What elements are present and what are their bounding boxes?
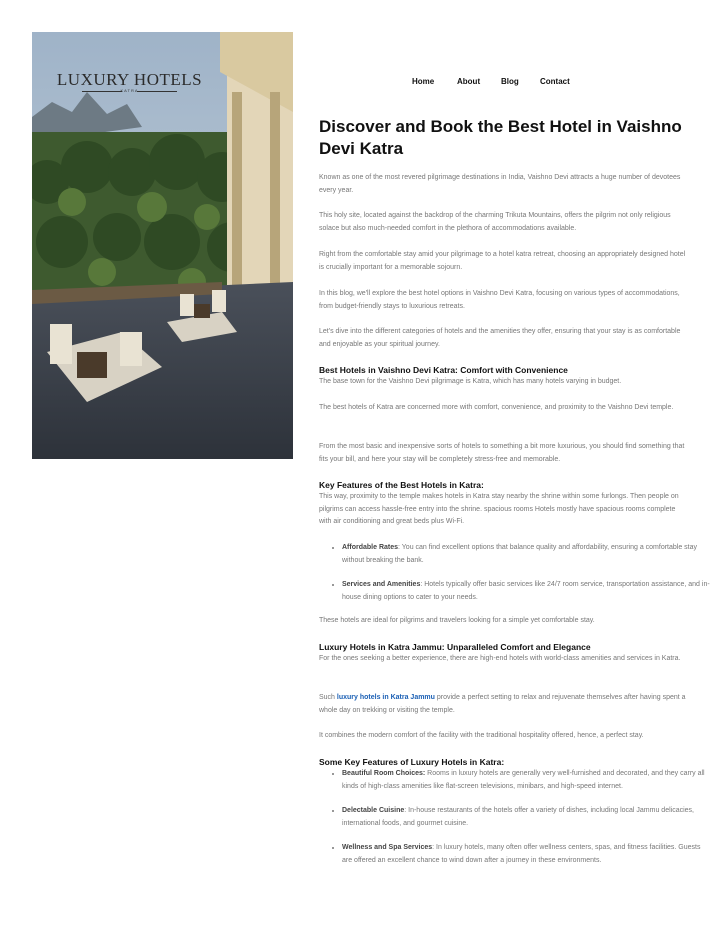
section1-heading: Best Hotels in Vaishno Devi Katra: Comfort with Convenience	[319, 365, 568, 375]
page-title: Discover and Book the Best Hotel in Vaishno Devi Katra	[319, 117, 682, 158]
section1-paragraph-2: The best hotels of Katra are concerned more with comfort, convenience, and proximity to the Vaishno Devi temple.	[319, 404, 674, 411]
list-item: • Affordable Rates: You can find excellent options that balance quality and affordability, ensuring a comfortable stay without breaking the bank.	[342, 542, 710, 567]
section2-heading: Key Features of the Best Hotels in Katra:	[319, 480, 484, 490]
nav-home[interactable]: Home	[412, 77, 435, 86]
section2-paragraph-1: This way, proximity to the temple makes hotels in Katra stay nearby the shrine within some furlongs. Then people on pilgrims can access hassle-free entry into the shrine. spacious rooms Hotels mostly have spacious rooms complete with air conditioning and great beds plus Wi-Fi.	[319, 493, 679, 525]
section4-heading: Some Key Features of Luxury Hotels in Katra:	[319, 757, 505, 767]
hero-image	[32, 32, 293, 459]
section4-feature-list	[319, 768, 710, 867]
nav-blog[interactable]: Blog	[501, 77, 519, 86]
list-item: • Beautiful Room Choices: Rooms in luxury hotels are generally very well-furnished and decorated, and they carry all kinds of high-class amenities like flat-screen televisions, minibars, and high-speed internet.	[342, 768, 710, 793]
section3-heading: Luxury Hotels in Katra Jammu: Unparalleled Comfort and Elegance	[319, 642, 591, 652]
intro-paragraph-4: In this blog, we'll explore the best hotel options in Vaishno Devi Katra, focusing on various types of accommodations, from budget-friendly stays to luxurious retreats.	[319, 290, 680, 310]
section1-paragraph-3: From the most basic and inexpensive sorts of hotels to something a bit more luxurious, you should find something that fits your bill, and here your stay will be completely stress-free and memorable.	[319, 443, 685, 463]
section3-paragraph-1: For the ones seeking a better experience, there are high-end hotels with world-class amenities and services in Katra.	[319, 655, 681, 662]
intro-paragraph-2: This holy site, located against the backdrop of the charming Trikuta Mountains, offers the pilgrim not only religious solace but also much-needed comfort in the plethora of accommodations available.	[319, 212, 671, 232]
section1-paragraph-1: The base town for the Vaishno Devi pilgrimage is Katra, which has many hotels varying in budget.	[319, 378, 622, 385]
section3-paragraph-3: It combines the modern comfort of the facility with the traditional hospitality offered, hence, a perfect stay.	[319, 732, 644, 739]
list-item: • Wellness and Spa Services: In luxury hotels, many often offer wellness centers, spas, and fitness facilities. Guests are offered an excellent chance to wind down after a journey in these environments.	[342, 842, 710, 867]
logo-title: LUXURY HOTELS	[56, 70, 203, 89]
luxury-hotels-link[interactable]: luxury hotels in Katra Jammu	[336, 694, 435, 701]
section2-feature-list	[319, 542, 710, 604]
logo-subtitle: KATRA	[120, 88, 139, 93]
list-item: • Delectable Cuisine: In-house restaurants of the hotels offer a variety of dishes, including local Jammu delicacies, international foods, and gourmet cuisine.	[342, 805, 710, 830]
section3-paragraph-2: Such luxury hotels in Katra Jammu provide a perfect setting to relax and rejuvenate themselves after having spent a whole day on trekking or visiting the temple.	[319, 694, 686, 714]
nav-about[interactable]: About	[457, 77, 481, 86]
nav-contact[interactable]: Contact	[540, 77, 570, 86]
intro-paragraph-5: Let's dive into the different categories of hotels and the amenities they offer, ensuring that your stay is as comfortable and enjoyable as your spiritual journey.	[319, 328, 681, 348]
list-item: • Services and Amenities: Hotels typically offer basic services like 24/7 room service, transportation assistance, and in-house dining options to cater to your needs.	[342, 579, 710, 604]
hotel-terrace-photo	[32, 32, 293, 459]
section2-paragraph-2: These hotels are ideal for pilgrims and travelers looking for a simple yet comfortable stay.	[319, 617, 595, 624]
intro-paragraph-1: Known as one of the most revered pilgrimage destinations in India, Vaishno Devi attracts a huge number of devotees every year.	[319, 174, 681, 194]
intro-paragraph-3: Right from the comfortable stay amid your pilgrimage to a hotel katra retreat, choosing an appropriately designed hotel is crucially important for a memorable sojourn.	[319, 251, 686, 271]
